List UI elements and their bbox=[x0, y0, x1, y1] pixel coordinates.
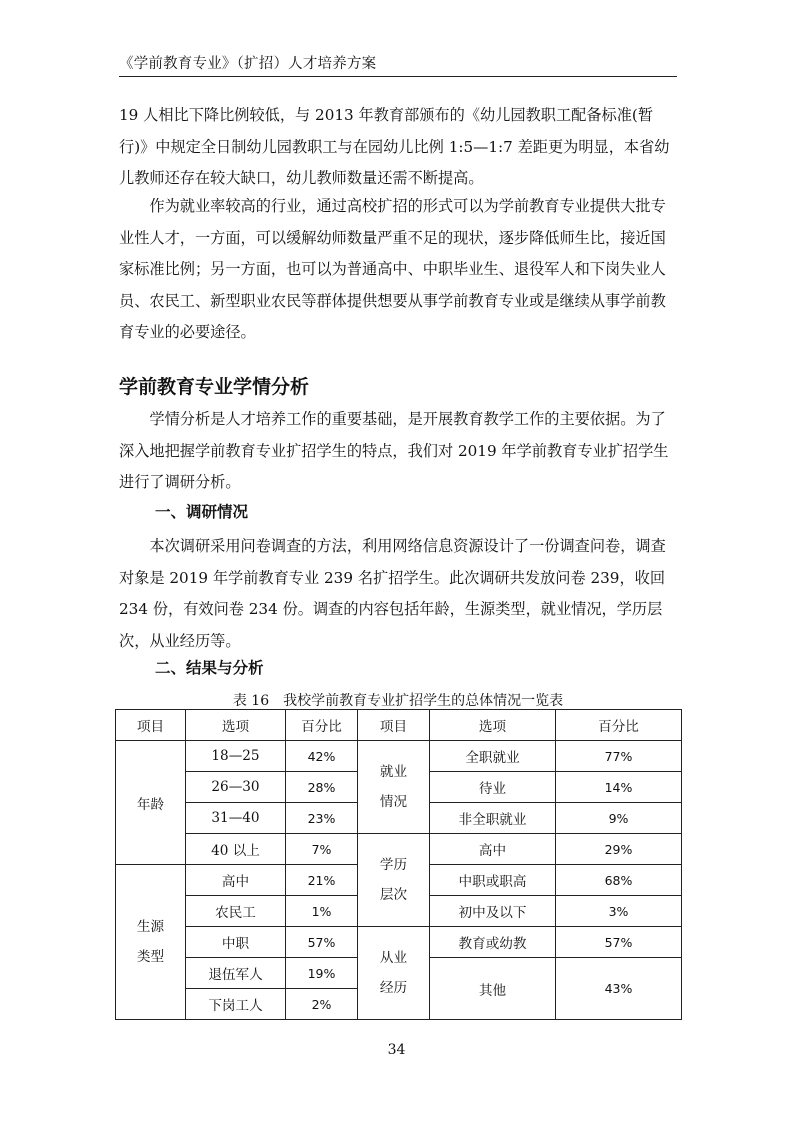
percent-cell: 28% bbox=[286, 772, 358, 803]
header-rule bbox=[119, 76, 677, 77]
option-cell: 18—25 bbox=[186, 741, 286, 772]
percent-cell: 77% bbox=[556, 741, 682, 772]
percent-cell: 2% bbox=[286, 989, 358, 1020]
paragraph-3: 学情分析是人才培养工作的重要基础，是开展教育教学工作的主要依据。为了深入地把握学前教育专业扩招学生的特点，我们对 2019 年学前教育专业扩招学生进行了调研分析。 bbox=[119, 410, 669, 491]
percent-cell: 14% bbox=[556, 772, 682, 803]
option-cell: 高中 bbox=[186, 865, 286, 896]
option-cell: 待业 bbox=[430, 772, 556, 803]
table-caption: 表 16 我校学前教育专业扩招学生的总体情况一览表 bbox=[232, 693, 564, 709]
header-option: 选项 bbox=[430, 710, 556, 741]
option-cell: 教育或幼教 bbox=[430, 927, 556, 958]
percent-cell: 29% bbox=[556, 834, 682, 865]
percent-cell: 43% bbox=[556, 958, 682, 1020]
option-cell: 下岗工人 bbox=[186, 989, 286, 1020]
table-row bbox=[116, 834, 682, 865]
paragraph-4: 本次调研采用问卷调查的方法，利用网络信息资源设计了一份调查问卷，调查对象是 2019 年学前教育专业 239 名扩招学生。此次调研共发放问卷 239，收回 234 份，有效问卷 234 份。调查的内容包括年龄，生源类型，就业情况，学历层次，从业经历等。 bbox=[119, 537, 666, 650]
category-label: 学历 bbox=[379, 857, 408, 873]
category-label: 情况 bbox=[379, 794, 408, 810]
percent-cell: 23% bbox=[286, 803, 358, 834]
category-age: 年龄 bbox=[116, 741, 186, 865]
header-option: 选项 bbox=[186, 710, 286, 741]
percent-cell: 1% bbox=[286, 896, 358, 927]
option-cell: 26—30 bbox=[186, 772, 286, 803]
running-header: 《学前教育专业》（扩招）人才培养方案 bbox=[119, 56, 377, 72]
percent-cell: 57% bbox=[556, 927, 682, 958]
option-cell: 其他 bbox=[430, 958, 556, 1020]
table-header-row bbox=[116, 710, 682, 741]
header-item: 项目 bbox=[116, 710, 186, 741]
header-percent: 百分比 bbox=[556, 710, 682, 741]
percent-cell: 57% bbox=[286, 927, 358, 958]
option-cell: 非全职就业 bbox=[430, 803, 556, 834]
option-cell: 40 以上 bbox=[186, 834, 286, 865]
percent-cell: 7% bbox=[286, 834, 358, 865]
option-cell: 退伍军人 bbox=[186, 958, 286, 989]
percent-cell: 19% bbox=[286, 958, 358, 989]
category-label: 层次 bbox=[379, 887, 408, 903]
table-row bbox=[116, 927, 682, 958]
paragraph-1: 19 人相比下降比例较低，与 2013 年教育部颁布的《幼儿园教职工配备标准(暂行)》中规定全日制幼儿园教职工与在园幼儿比例 1:5—1:7 差距更为明显，本省幼儿教师还存在较大缺口，幼儿教师数量还需不断提高。 bbox=[119, 106, 670, 187]
category-label: 从业 bbox=[379, 950, 408, 966]
student-survey-table bbox=[115, 709, 682, 1020]
category-label: 就业 bbox=[379, 764, 408, 780]
category-education bbox=[358, 834, 430, 927]
percent-cell: 9% bbox=[556, 803, 682, 834]
percent-cell: 21% bbox=[286, 865, 358, 896]
percent-cell: 3% bbox=[556, 896, 682, 927]
percent-cell: 42% bbox=[286, 741, 358, 772]
header-item: 项目 bbox=[358, 710, 430, 741]
category-experience bbox=[358, 927, 430, 1020]
option-cell: 全职就业 bbox=[430, 741, 556, 772]
category-source bbox=[116, 865, 186, 1020]
section-heading: 学前教育专业学情分析 bbox=[119, 376, 310, 398]
table-row bbox=[116, 741, 682, 772]
category-employment bbox=[358, 741, 430, 834]
option-cell: 中职或职高 bbox=[430, 865, 556, 896]
category-label: 类型 bbox=[136, 949, 165, 965]
option-cell: 31—40 bbox=[186, 803, 286, 834]
option-cell: 农民工 bbox=[186, 896, 286, 927]
paragraph-2: 作为就业率较高的行业，通过高校扩招的形式可以为学前教育专业提供大批专业性人才，一方面，可以缓解幼师数量严重不足的现状，逐步降低师生比，接近国家标准比例；另一方面，也可以为普通高中、中职毕业生、退役军人和下岗失业人员、农民工、新型职业农民等群体提供想要从事学前教育专业或是继续从事学前教育专业的必要途径。 bbox=[119, 197, 666, 341]
subheading-results: 二、结果与分析 bbox=[155, 659, 264, 677]
percent-cell: 68% bbox=[556, 865, 682, 896]
option-cell: 中职 bbox=[186, 927, 286, 958]
header-percent: 百分比 bbox=[286, 710, 358, 741]
subheading-survey: 一、调研情况 bbox=[155, 503, 249, 521]
option-cell: 初中及以下 bbox=[430, 896, 556, 927]
category-label: 经历 bbox=[379, 980, 408, 996]
category-label: 生源 bbox=[136, 919, 165, 935]
page-number: 34 bbox=[387, 1042, 406, 1058]
option-cell: 高中 bbox=[430, 834, 556, 865]
